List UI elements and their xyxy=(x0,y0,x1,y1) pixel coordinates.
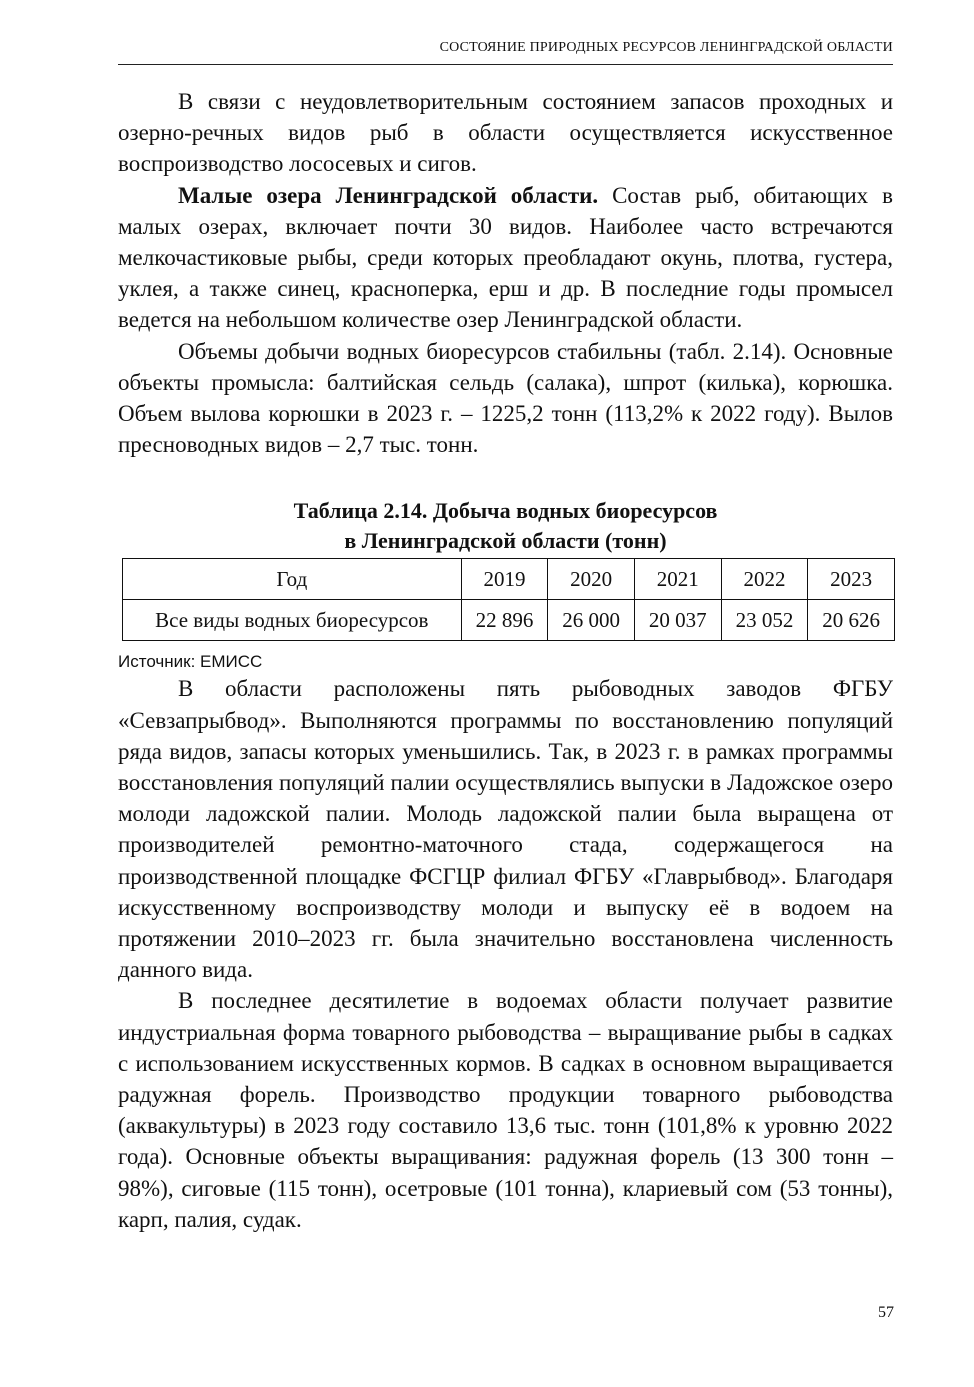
page-body xyxy=(118,86,893,1235)
small-lakes-text: Состав рыб, обитающих в малых озерах, включает почти 30 видов. Наиболее часто встречаются мелкочастиковые рыбы, среди которых преобладают окунь, плотва, густера, уклея, а также синец, красноперка, ерш и др. В последние годы промысел ведется на небольшом количестве озер Ленинградской области. xyxy=(118,182,893,333)
table-year-cell: 2022 xyxy=(721,559,808,600)
table-caption xyxy=(118,496,893,556)
table-value-cell: 20 626 xyxy=(808,600,895,641)
table-year-cell: 2021 xyxy=(634,559,721,600)
table-value-cell: 26 000 xyxy=(548,600,635,641)
table-caption-line2: в Ленинградской области (тонн) xyxy=(344,528,667,554)
table-value-cell: 20 037 xyxy=(634,600,721,641)
table-header-row xyxy=(123,559,895,600)
running-header: СОСТОЯНИЕ ПРИРОДНЫХ РЕСУРСОВ ЛЕНИНГРАДСКОЙ ОБЛАСТИ xyxy=(118,40,893,65)
table-year-cell: 2023 xyxy=(808,559,895,600)
paragraph-small-lakes xyxy=(118,180,893,336)
paragraph-hatcheries: В области расположены пять рыбоводных заводов ФГБУ «Севзапрыбвод». Выполняются программы по восстановлению популяций ряда видов, запасы которых уменьшились. Так, в 2023 г. в рамках программы восстановления популяций палии осуществлялись выпуски в Ладожское озеро молоди ладожской палии. Молодь ладожской палии была выращена от производителей ремонтно-маточного стада, содержащегося на производственной площадке ФСГЦР филиал ФГБУ «Главрыбвод». Благодаря искусственному воспроизводству молоди и выпуску её в водоем на протяжении 2010–2023 гг. была значительно восстановлена численность данного вида. xyxy=(118,676,893,983)
catch-table xyxy=(122,558,895,641)
table-year-cell: 2019 xyxy=(461,559,548,600)
table-header-label: Год xyxy=(123,559,462,600)
paragraph-aquaculture: В последнее десятилетие в водоемах области получает развитие индустриальная форма товарного рыбоводства – выращивание рыбы в садках с использованием искусственных кормов. В садках в основном выращивается радужная форель. Производство продукции товарного рыбоводства (аквакультуры) в 2023 году составило 13,6 тыс. тонн (101,8% к уровню 2022 года). Основные объекты выращивания: радужная форель (13 300 тонн – 98%), сиговые (115 тонн), осетровые (101 тонна), клариевый сом (53 тонны), карп, палия, судак. xyxy=(118,988,893,1232)
table-row-label: Все виды водных биоресурсов xyxy=(123,600,462,641)
paragraph-reproduction: В связи с неудовлетворительным состоянием запасов проходных и озерно-речных видов рыб в области осуществляется искусственное воспроизводство лососевых и сигов. xyxy=(118,89,893,177)
table-value-cell: 22 896 xyxy=(461,600,548,641)
page-number: 57 xyxy=(878,1304,894,1321)
table-caption-line1: Таблица 2.14. Добыча водных биоресурсов xyxy=(293,498,718,524)
table-year-cell: 2020 xyxy=(548,559,635,600)
table-row xyxy=(123,600,895,641)
table-source: Источник: ЕМИСС xyxy=(118,652,263,672)
table-value-cell: 23 052 xyxy=(721,600,808,641)
paragraph-catch-volumes: Объемы добычи водных биоресурсов стабильны (табл. 2.14). Основные объекты промысла: балтийская сельдь (салака), шпрот (килька), корюшка. Объем вылова корюшки в 2023 г. – 1225,2 тонн (113,2% к 2022 году). Вылов пресноводных видов – 2,7 тыс. тонн. xyxy=(118,338,893,458)
small-lakes-heading: Малые озера Ленинградской области. xyxy=(178,182,599,208)
